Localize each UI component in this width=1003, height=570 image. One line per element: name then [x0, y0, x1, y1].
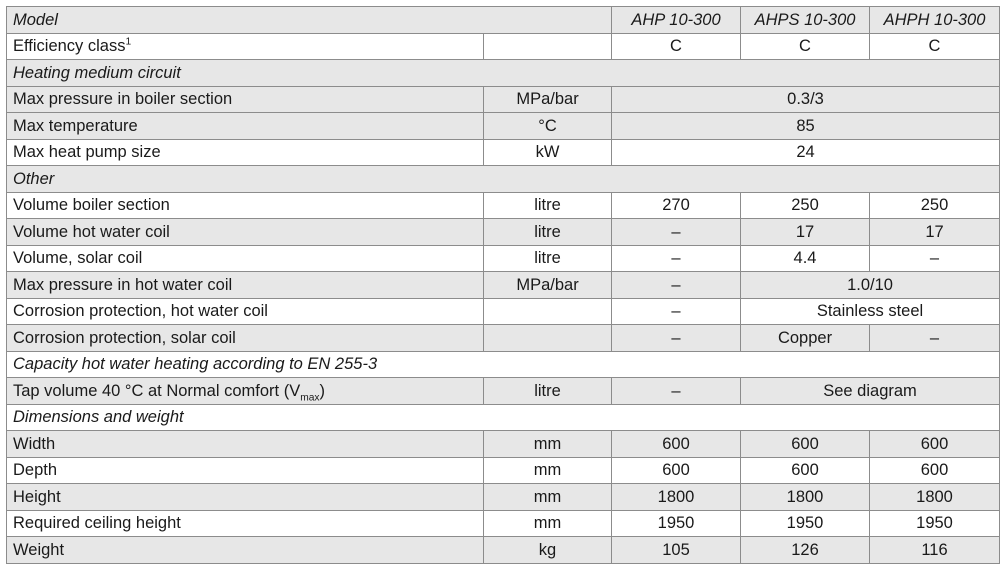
row-value: C — [870, 33, 1000, 60]
row-value: 600 — [870, 431, 1000, 458]
section-title: Other — [7, 166, 1000, 193]
subscript: max — [300, 391, 320, 403]
table-row — [7, 484, 1000, 511]
row-value: – — [612, 298, 741, 325]
row-value: 1950 — [612, 510, 741, 537]
footnote-marker: 1 — [125, 36, 132, 48]
row-value: – — [612, 245, 741, 272]
row-value: 85 — [612, 113, 1000, 140]
row-value: 600 — [612, 431, 741, 458]
row-unit: mm — [484, 484, 612, 511]
table-row — [7, 86, 1000, 113]
row-value: – — [870, 325, 1000, 352]
row-unit — [484, 325, 612, 352]
row-unit: °C — [484, 113, 612, 140]
row-label — [7, 378, 484, 405]
row-label: Max temperature — [7, 113, 484, 140]
table-row — [7, 219, 1000, 246]
row-label: Max heat pump size — [7, 139, 484, 166]
section-row — [7, 404, 1000, 431]
row-unit: kg — [484, 537, 612, 564]
row-value: 105 — [612, 537, 741, 564]
table-row — [7, 325, 1000, 352]
row-label: Height — [7, 484, 484, 511]
model-name: AHPS 10-300 — [741, 7, 870, 34]
row-value: 1800 — [612, 484, 741, 511]
row-value: 24 — [612, 139, 1000, 166]
row-label: Corrosion protection, solar coil — [7, 325, 484, 352]
row-value: – — [612, 272, 741, 299]
row-value: – — [612, 325, 741, 352]
tap-volume-label: Tap volume 40 °C at Normal comfort (V — [13, 381, 301, 400]
row-value: 250 — [870, 192, 1000, 219]
row-value: 1950 — [741, 510, 870, 537]
row-unit — [484, 298, 612, 325]
row-value: 17 — [741, 219, 870, 246]
row-value: 0.3/3 — [612, 86, 1000, 113]
row-value: – — [612, 219, 741, 246]
row-value: 116 — [870, 537, 1000, 564]
section-title: Dimensions and weight — [7, 404, 1000, 431]
table-row — [7, 298, 1000, 325]
row-label: Depth — [7, 457, 484, 484]
row-label — [7, 33, 484, 60]
row-value: 600 — [741, 457, 870, 484]
row-value: Stainless steel — [741, 298, 1000, 325]
row-unit: litre — [484, 192, 612, 219]
table-row — [7, 378, 1000, 405]
table-row — [7, 457, 1000, 484]
section-row — [7, 166, 1000, 193]
row-value: 1800 — [741, 484, 870, 511]
row-value: 4.4 — [741, 245, 870, 272]
table-header-row — [7, 7, 1000, 34]
table-row — [7, 192, 1000, 219]
row-value: 1800 — [870, 484, 1000, 511]
table-row — [7, 113, 1000, 140]
row-unit: mm — [484, 431, 612, 458]
row-unit: litre — [484, 245, 612, 272]
row-label: Max pressure in boiler section — [7, 86, 484, 113]
row-label: Corrosion protection, hot water coil — [7, 298, 484, 325]
row-value: 126 — [741, 537, 870, 564]
row-value: C — [741, 33, 870, 60]
spec-table — [6, 6, 1000, 564]
row-unit: kW — [484, 139, 612, 166]
row-value: 270 — [612, 192, 741, 219]
section-title: Capacity hot water heating according to EN 255-3 — [7, 351, 1000, 378]
table-row — [7, 272, 1000, 299]
section-title: Heating medium circuit — [7, 60, 1000, 87]
row-label: Weight — [7, 537, 484, 564]
row-unit: mm — [484, 510, 612, 537]
row-value: 17 — [870, 219, 1000, 246]
table-row — [7, 510, 1000, 537]
row-unit — [484, 33, 612, 60]
row-unit: litre — [484, 378, 612, 405]
table-row — [7, 431, 1000, 458]
row-value: Copper — [741, 325, 870, 352]
model-label: Model — [7, 7, 612, 34]
row-value: See diagram — [741, 378, 1000, 405]
table-row — [7, 33, 1000, 60]
model-name: AHP 10-300 — [612, 7, 741, 34]
efficiency-label: Efficiency class — [13, 37, 126, 55]
row-value: – — [870, 245, 1000, 272]
row-value: – — [612, 378, 741, 405]
row-label: Volume hot water coil — [7, 219, 484, 246]
section-row — [7, 351, 1000, 378]
row-label: Max pressure in hot water coil — [7, 272, 484, 299]
row-value: 600 — [741, 431, 870, 458]
table-row — [7, 245, 1000, 272]
section-row — [7, 60, 1000, 87]
row-unit: MPa/bar — [484, 86, 612, 113]
row-unit: litre — [484, 219, 612, 246]
tap-volume-label-end: ) — [319, 381, 326, 400]
row-label: Width — [7, 431, 484, 458]
model-name: AHPH 10-300 — [870, 7, 1000, 34]
table-row — [7, 537, 1000, 564]
row-label: Volume boiler section — [7, 192, 484, 219]
row-value: 1950 — [870, 510, 1000, 537]
row-value: 600 — [612, 457, 741, 484]
row-value: C — [612, 33, 741, 60]
row-value: 250 — [741, 192, 870, 219]
row-value: 600 — [870, 457, 1000, 484]
table-row — [7, 139, 1000, 166]
row-label: Volume, solar coil — [7, 245, 484, 272]
row-unit: mm — [484, 457, 612, 484]
row-label: Required ceiling height — [7, 510, 484, 537]
row-value: 1.0/10 — [741, 272, 1000, 299]
row-unit: MPa/bar — [484, 272, 612, 299]
